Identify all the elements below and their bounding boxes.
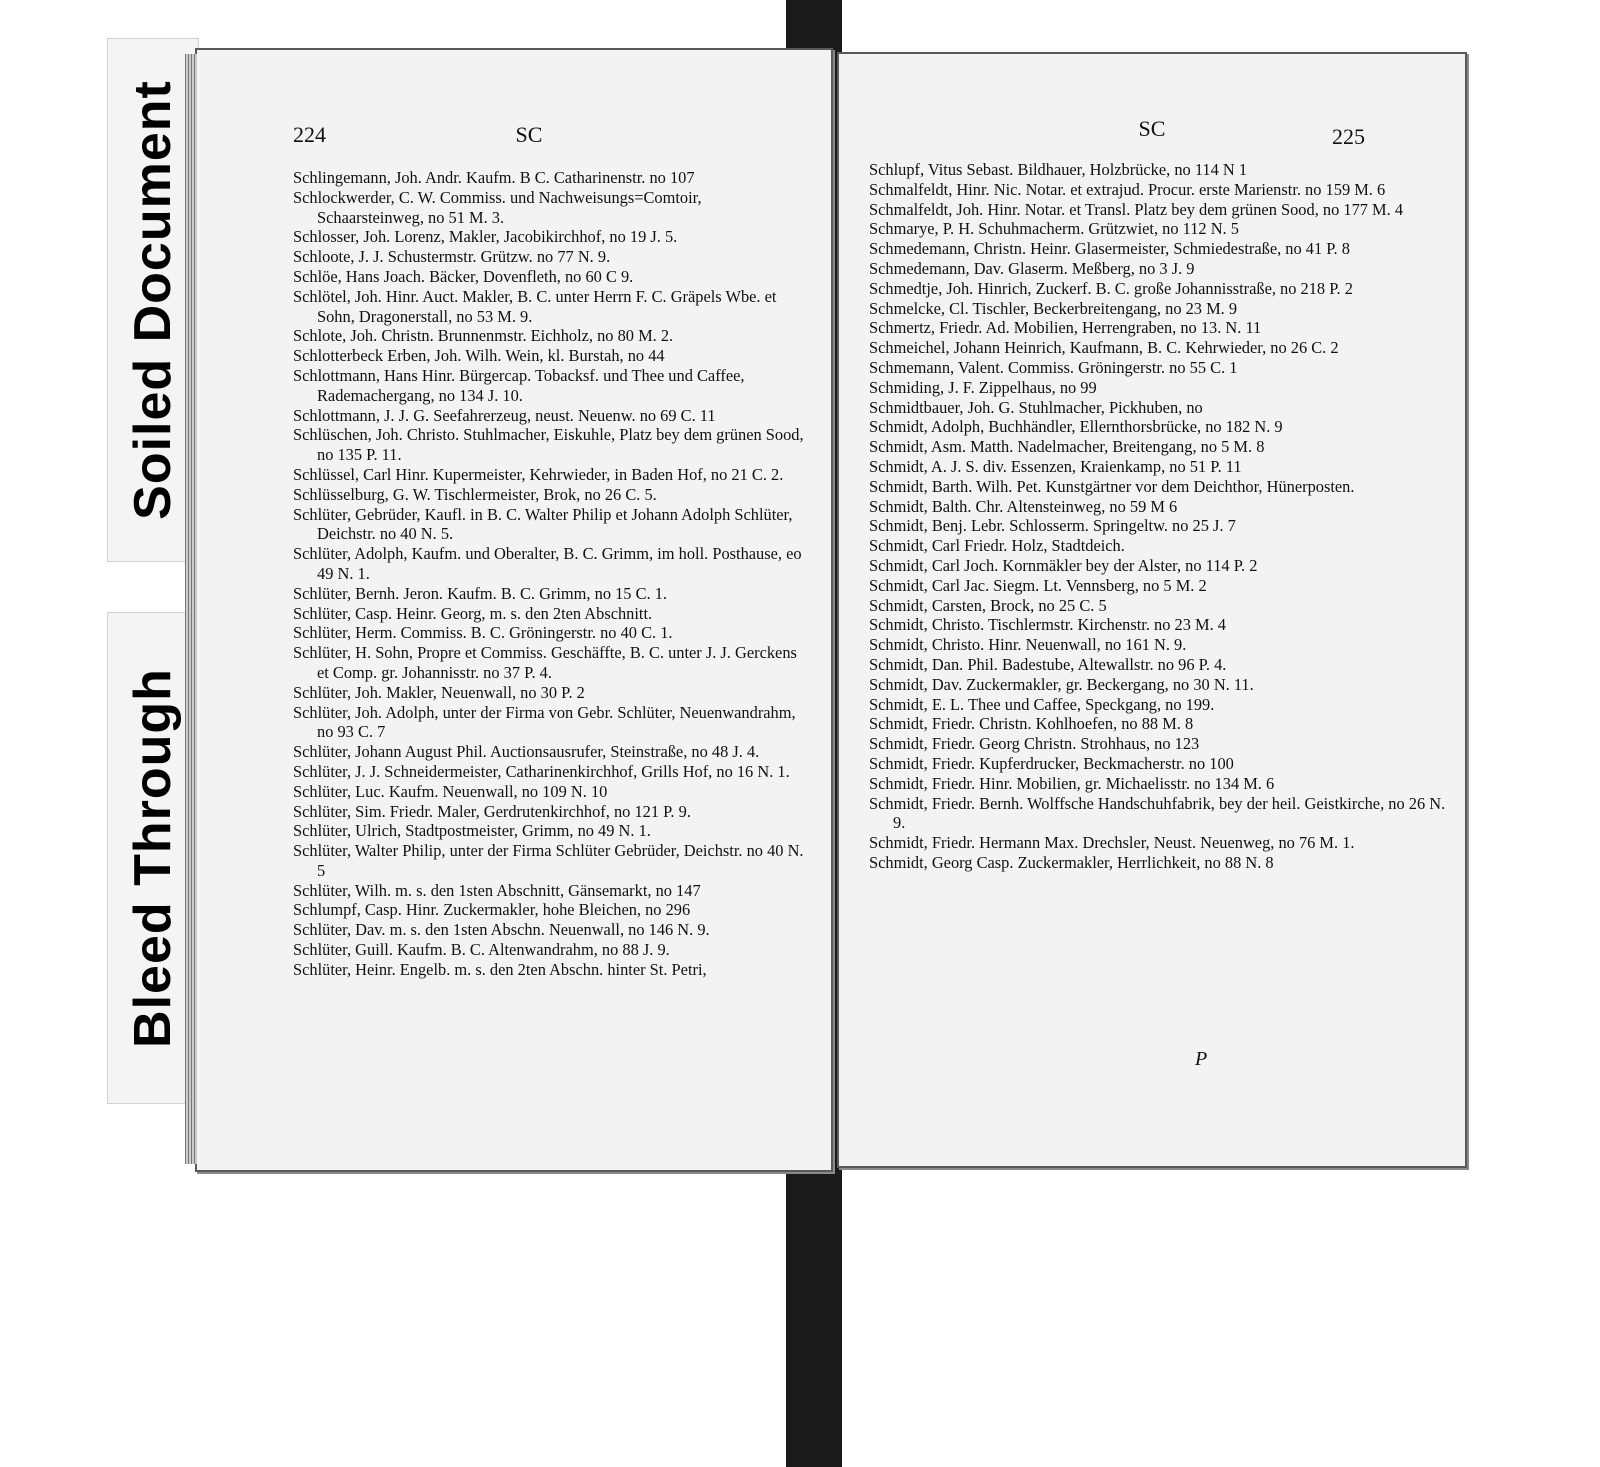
directory-entry: Schmidt, Friedr. Christn. Kohlhoefen, no 88 M. 8: [869, 714, 1194, 734]
directory-entry: Schlumpf, Casp. Hinr. Zuckermakler, hohe Bleichen, no 296: [293, 900, 691, 920]
directory-entry: Schmidtbauer, Joh. G. Stuhlmacher, Pickhuben, no: [869, 397, 1203, 417]
directory-entry: Schmidt, Friedr. Hermann Max. Drechsler, Neust. Neuenweg, no 76 M. 1.: [869, 833, 1355, 853]
directory-entry: Schmidt, Friedr. Bernh. Wolffsche Handschuhfabrik, bey der heil. Geistkirche, no 26 N. 9.: [869, 793, 1446, 833]
directory-entry: Schmelcke, Cl. Tischler, Beckerbreitengang, no 23 M. 9: [869, 298, 1238, 318]
soiled-document-label: Soiled Document: [124, 80, 182, 520]
right-running-head: SC: [1138, 116, 1166, 141]
directory-entry: Schmertz, Friedr. Ad. Mobilien, Herrengraben, no 13. N. 11: [869, 318, 1262, 338]
directory-entry: Schlüter, H. Sohn, Propre et Commiss. Geschäffte, B. C. unter J. J. Gerckens et Comp. gr. Johannisstr. no 37 P. 4.: [293, 643, 797, 682]
directory-entry: Schlüssel, Carl Hinr. Kupermeister, Kehrwieder, in Baden Hof, no 21 C. 2.: [293, 464, 784, 484]
directory-entry: Schlüter, Ulrich, Stadtpostmeister, Grimm, no 49 N. 1.: [293, 821, 651, 841]
directory-entry: Schmidt, Dan. Phil. Badestube, Altewallstr. no 96 P. 4.: [869, 654, 1227, 674]
directory-entry: Schmedtje, Joh. Hinrich, Zuckerf. B. C. große Johannisstraße, no 218 P. 2: [869, 278, 1353, 298]
directory-entry: Schlottmann, J. J. G. Seefahrerzeug, neust. Neuenw. no 69 C. 11: [293, 405, 716, 425]
directory-entry: Schmidt, Carl Jac. Siegm. Lt. Vennsberg, no 5 M. 2: [869, 575, 1207, 595]
left-page: [195, 48, 833, 1172]
directory-entry: Schlosser, Joh. Lorenz, Makler, Jacobikirchhof, no 19 J. 5.: [293, 227, 678, 247]
directory-entry: Schmidt, Balth. Chr. Altensteinweg, no 59 M 6: [869, 496, 1178, 516]
directory-entry: Schmidt, A. J. S. div. Essenzen, Kraienkamp, no 51 P. 11: [869, 456, 1242, 476]
directory-entry: Schmemann, Valent. Commiss. Gröningerstr. no 55 C. 1: [869, 357, 1238, 377]
directory-entry: Schlüter, Adolph, Kaufm. und Oberalter, B. C. Grimm, im holl. Posthause, eo 49 N. 1.: [293, 544, 802, 583]
directory-entry: Schlottmann, Hans Hinr. Bürgercap. Tobacksf. und Thee und Caffee, Rademachergang, no 134 J. 10.: [293, 365, 745, 405]
directory-entry: Schmidt, Carl Friedr. Holz, Stadtdeich.: [869, 536, 1125, 556]
signature-mark: P: [1195, 1048, 1208, 1070]
directory-entry: Schmiding, J. F. Zippelhaus, no 99: [869, 377, 1097, 397]
left-page-number: 224: [293, 122, 326, 147]
directory-entry: Schmedemann, Dav. Glaserm. Meßberg, no 3 J. 9: [869, 258, 1195, 278]
directory-entry: Schlötel, Joh. Hinr. Auct. Makler, B. C. unter Herrn F. C. Gräpels Wbe. et Sohn, Dragonerstall, no 53 M. 9.: [293, 286, 777, 326]
directory-entry: Schmidt, Carl Joch. Kornmäkler bey der Alster, no 114 P. 2: [869, 555, 1258, 575]
directory-entry: Schlüter, Wilh. m. s. den 1sten Abschnitt, Gänsemarkt, no 147: [293, 880, 701, 900]
directory-entry: Schlüter, Herm. Commiss. B. C. Gröningerstr. no 40 C. 1.: [293, 623, 673, 643]
directory-entry: Schmidt, Friedr. Hinr. Mobilien, gr. Michaelisstr. no 134 M. 6: [869, 773, 1275, 793]
directory-entry: Schlüter, Walter Philip, unter der Firma Schlüter Gebrüder, Deichstr. no 40 N. 5: [293, 841, 804, 880]
directory-entry: Schmidt, Friedr. Kupferdrucker, Beckmacherstr. no 100: [869, 753, 1234, 773]
right-page-header: [839, 116, 1465, 154]
directory-entry: Schmidt, E. L. Thee und Caffee, Speckgang, no 199.: [869, 694, 1215, 714]
directory-entry: Schlüter, Bernh. Jeron. Kaufm. B. C. Grimm, no 15 C. 1.: [293, 583, 668, 603]
directory-entry: Schmidt, Georg Casp. Zuckermakler, Herrlichkeit, no 88 N. 8: [869, 852, 1274, 872]
directory-entry: Schlüter, Johann August Phil. Auctionsausrufer, Steinstraße, no 48 J. 4.: [293, 742, 760, 762]
directory-entry: Schmidt, Carsten, Brock, no 25 C. 5: [869, 595, 1107, 615]
directory-entry: Schmidt, Adolph, Buchhändler, Ellernthorsbrücke, no 182 N. 9: [869, 417, 1283, 437]
left-entry-list: [293, 168, 807, 980]
directory-entry: Schlüter, Gebrüder, Kaufl. in B. C. Walter Philip et Johann Adolph Schlüter, Deichstr. no 40 N. 5.: [293, 504, 793, 544]
directory-entry: Schmalfeldt, Joh. Hinr. Notar. et Transl. Platz bey dem grünen Sood, no 177 M. 4: [869, 199, 1404, 219]
directory-entry: Schlüter, Joh. Makler, Neuenwall, no 30 P. 2: [293, 682, 585, 702]
directory-entry: Schlupf, Vitus Sebast. Bildhauer, Holzbrücke, no 114 N 1: [869, 160, 1248, 179]
directory-entry: Schlockwerder, C. W. Commiss. und Nachweisungs=Comtoir, Schaarsteinweg, no 51 M. 3.: [293, 187, 702, 227]
directory-entry: Schlüter, Heinr. Engelb. m. s. den 2ten Abschn. hinter St. Petri,: [293, 959, 707, 979]
directory-entry: Schlüter, J. J. Schneidermeister, Catharinenkirchhof, Grills Hof, no 16 N. 1.: [293, 761, 790, 781]
directory-entry: Schmidt, Asm. Matth. Nadelmacher, Breitengang, no 5 M. 8: [869, 437, 1265, 457]
directory-entry: Schlüter, Sim. Friedr. Maler, Gerdrutenkirchhof, no 121 P. 9.: [293, 801, 691, 821]
directory-entry: Schlingemann, Joh. Andr. Kaufm. B C. Catharinenstr. no 107: [293, 168, 695, 187]
directory-entry: Schlöe, Hans Joach. Bäcker, Dovenfleth, no 60 C 9.: [293, 266, 634, 286]
right-entry-list: [869, 160, 1447, 873]
directory-entry: Schmeichel, Johann Heinrich, Kaufmann, B. C. Kehrwieder, no 26 C. 2: [869, 338, 1339, 358]
directory-entry: Schlüsselburg, G. W. Tischlermeister, Brok, no 26 C. 5.: [293, 484, 657, 504]
directory-entry: Schlüschen, Joh. Christo. Stuhlmacher, Eiskuhle, Platz bey dem grünen Sood, no 135 P. 11.: [293, 425, 804, 465]
directory-entry: Schlüter, Joh. Adolph, unter der Firma von Gebr. Schlüter, Neuenwandrahm, no 93 C. 7: [293, 702, 796, 742]
directory-entry: Schmarye, P. H. Schuhmacherm. Grützwiet, no 112 N. 5: [869, 219, 1239, 239]
directory-entry: Schmidt, Christo. Tischlermstr. Kirchenstr. no 23 M. 4: [869, 615, 1226, 635]
bleed-through-label: Bleed Through: [124, 668, 182, 1048]
left-page-header: [197, 122, 831, 152]
right-page: [837, 52, 1467, 1168]
directory-entry: Schlüter, Guill. Kaufm. B. C. Altenwandrahm, no 88 J. 9.: [293, 940, 670, 960]
directory-entry: Schmedemann, Christn. Heinr. Glasermeister, Schmiedestraße, no 41 P. 8: [869, 239, 1350, 259]
directory-entry: Schlote, Joh. Christn. Brunnenmstr. Eichholz, no 80 M. 2.: [293, 326, 674, 346]
directory-entry: Schlüter, Casp. Heinr. Georg, m. s. den 2ten Abschnitt.: [293, 603, 653, 623]
directory-entry: Schmidt, Barth. Wilh. Pet. Kunstgärtner vor dem Deichthor, Hünerposten.: [869, 476, 1355, 496]
right-page-number: 225: [1332, 124, 1365, 149]
directory-entry: Schmidt, Dav. Zuckermakler, gr. Beckergang, no 30 N. 11.: [869, 674, 1254, 694]
directory-entry: Schmidt, Friedr. Georg Christn. Strohhaus, no 123: [869, 734, 1200, 754]
directory-entry: Schlüter, Dav. m. s. den 1sten Abschn. Neuenwall, no 146 N. 9.: [293, 920, 710, 940]
directory-entry: Schmidt, Christo. Hinr. Neuenwall, no 161 N. 9.: [869, 635, 1187, 655]
directory-entry: Schmidt, Benj. Lebr. Schlosserm. Springeltw. no 25 J. 7: [869, 516, 1236, 536]
directory-entry: Schloote, J. J. Schustermstr. Grützw. no 77 N. 9.: [293, 247, 611, 267]
directory-entry: Schlotterbeck Erben, Joh. Wilh. Wein, kl. Burstah, no 44: [293, 346, 665, 366]
directory-entry: Schlüter, Luc. Kaufm. Neuenwall, no 109 N. 10: [293, 781, 608, 801]
directory-entry: Schmalfeldt, Hinr. Nic. Notar. et extrajud. Procur. erste Marienstr. no 159 M. 6: [869, 179, 1386, 199]
left-running-head: SC: [515, 122, 543, 147]
